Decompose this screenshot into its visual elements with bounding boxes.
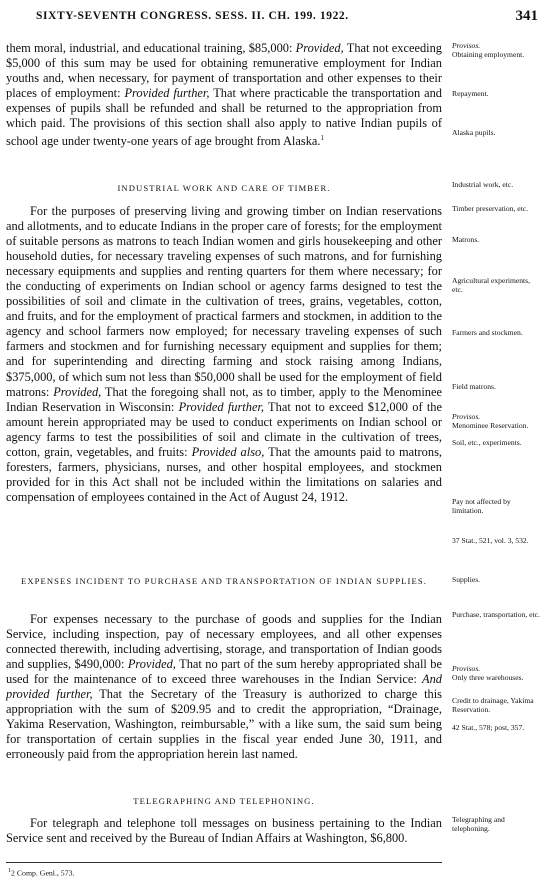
proviso-italic: And provided further,	[6, 672, 442, 702]
margin-note-text: Provisos.	[452, 664, 481, 673]
paragraph-supplies	[6, 612, 442, 762]
margin-note: Repayment.	[452, 89, 489, 98]
paragraph-telegraphing	[6, 816, 442, 846]
margin-note: Alaska pupils.	[452, 128, 496, 137]
footnote-ref: 1	[320, 134, 324, 143]
proviso-italic: Provided also,	[191, 444, 265, 459]
text: That where practicable the transportation and expenses of pupils shall be refunded and shall be returned to the appropriation from which paid. The provisions of this section shall also apply to native Indian pupils of school age under twenty-one years of age brought from Alaska.	[6, 86, 442, 149]
text: For expenses necessary to the purchase of goods and supplies for the Indian Service, including inspection, pay of necessary employees, and all other expenses connected therewith, including advertising, storage, and transportation of Indian goods and supplies, $490,000:	[6, 612, 442, 672]
section-heading-supplies: EXPENSES INCIDENT TO PURCHASE AND TRANSPORTATION OF INDIAN SUPPLIES.	[20, 576, 427, 586]
paragraph-pupil-training	[6, 41, 442, 149]
margin-note-text: Menominee Reservation.	[452, 420, 529, 430]
text: That the Secretary of the Treasury is authorized to charge this appropriation with the sum of $209.95 and to credit the appropriation, “Drainage, Yakima Reservation, Washington, reimbursable,” with a like sum, the said sum being for transportation of certain supplies in the fiscal year ended June 30, 1911, and erroneously paid from the appropriation herein last named.	[6, 687, 442, 762]
proviso-italic: Provided,	[295, 41, 344, 55]
footnote-text: 2 Comp. Genl., 573.	[11, 868, 75, 878]
margin-note-text: Provisos.	[452, 41, 481, 50]
margin-note: Credit to drainage, Yakima Reservation.	[452, 696, 534, 714]
margin-note	[452, 413, 542, 430]
proviso-italic: Provided further,	[178, 399, 264, 414]
margin-note-text: Only three warehouses.	[452, 672, 524, 682]
page-number: 341	[515, 8, 538, 24]
text: For telegraph and telephone toll messages on business pertaining to the Indian Service sent and received by the Bureau of Indian Affairs at Washington, $6,800.	[6, 816, 442, 846]
margin-note: Timber preservation, etc.	[452, 204, 529, 213]
section-heading-telegraphing: TELEGRAPHING AND TELEPHONING.	[133, 796, 315, 806]
text: That the foregoing shall not, as to timber, apply to the Menominee Indian Reservation in Wisconsin:	[6, 384, 442, 414]
proviso-italic: Provided,	[127, 657, 176, 672]
margin-note: Industrial work, etc.	[452, 180, 514, 189]
margin-note	[452, 42, 542, 59]
margin-note-text: Provisos.	[452, 412, 481, 421]
margin-note: Soil, etc., experiments.	[452, 438, 522, 447]
margin-note: Matrons.	[452, 235, 480, 244]
margin-note-citation: 37 Stat., 521, vol. 3, 532.	[452, 536, 529, 545]
text: That not to exceed $12,000 of the amount herein appropriated may be used to conduct experiments on Indian school or agency farms to test the possibilities of soil and climate in the cultivation of trees, cotton, grain, vegetables, and fruits:	[6, 399, 442, 459]
footnote-mark: 1	[8, 868, 11, 874]
footnote	[8, 868, 74, 878]
margin-note: Agricultural experiments, etc.	[452, 276, 531, 294]
margin-note: Farmers and stockmen.	[452, 328, 523, 337]
running-header	[6, 8, 542, 28]
margin-note: Field matrons.	[452, 382, 496, 391]
running-head: SIXTY-SEVENTH CONGRESS. SESS. II. CH. 199. 1922.	[36, 10, 349, 22]
text: them moral, industrial, and educational training, $85,000:	[6, 41, 296, 55]
proviso-italic: Provided,	[53, 384, 102, 399]
text: That no part of the sum hereby appropriated shall be used for the maintenance of to exceed three warehouses in the Indian Service:	[6, 657, 442, 687]
margin-note: Pay not affected by limitation.	[452, 497, 511, 515]
section-heading-industrial-work: INDUSTRIAL WORK AND CARE OF TIMBER.	[117, 183, 331, 193]
margin-note: Telegraphing and telephoning.	[452, 815, 505, 833]
margin-note-text: Obtaining employment.	[452, 49, 525, 59]
text: For the purposes of preserving living and growing timber on Indian reservations and allotments, and to educate Indians in the proper care of forests; for the employment of suitable persons as matrons to teach Indian women and girls housekeeping and other household duties, for necessary traveling expenses of such matrons, and for furnishing necessary equipments and supplies and renting quarters for them where necessary; for the conducting of experiments on Indian school or agency farms designed to test the possibilities of soil and climate in the cultivation of trees, grains, vegetables, cotton, and fruits, and for the employment of practical farmers and stockmen, in addition to the agency and school farmers now employed; for necessary traveling expenses of such farmers and stockmen and for furnishing necessary equipment and supplies for them; and for superintending and directing farming and stock raising among Indians, $375,000, of which sum not less than $50,000 shall be used for the employment of field matrons:	[6, 204, 442, 399]
margin-note: Supplies.	[452, 575, 481, 584]
margin-note	[452, 665, 542, 682]
footnote-divider	[6, 862, 442, 863]
text: That the amounts paid to matrons, foresters, farmers, physicians, nurses, and other hospital employees, and stockmen provided for in this Act shall not be included within the limitations on salaries and compensation of employees contained in the Act of August 24, 1912.	[6, 444, 442, 504]
text: That not exceeding $5,000 of this sum may be used for obtaining remunerative employment for Indian youths and, when necessary, for payment of transportation and other expenses to their places of employment:	[6, 41, 442, 101]
paragraph-industrial-work	[6, 204, 442, 505]
proviso-italic: Provided further,	[124, 86, 210, 101]
margin-note-citation: 42 Stat., 578; post, 357.	[452, 723, 525, 732]
margin-note: Purchase, transportation, etc.	[452, 610, 540, 619]
